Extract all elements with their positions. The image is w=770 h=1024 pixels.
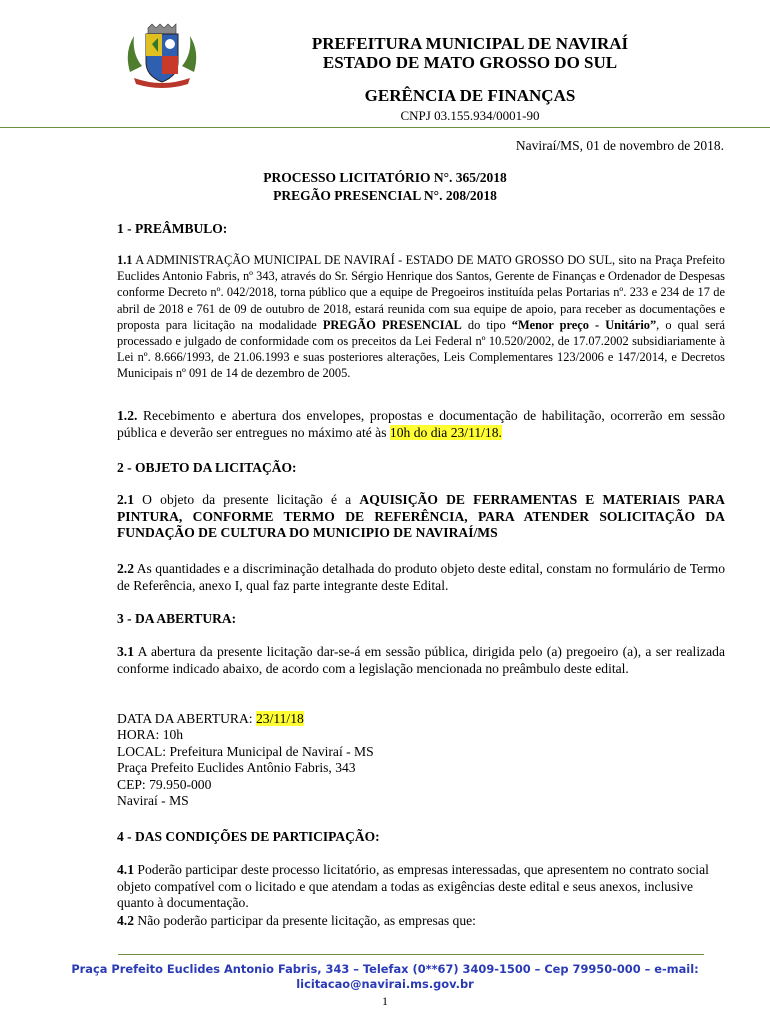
paragraph-text: Não poderão participar da presente licitação, as empresas que: bbox=[134, 913, 476, 928]
paragraph-number: 1.1 bbox=[117, 253, 133, 267]
section-title-2: 2 - OBJETO DA LICITAÇÃO: bbox=[117, 460, 297, 475]
section-title-1: 1 - PREÂMBULO: bbox=[117, 221, 228, 236]
opening-city: Naviraí - MS bbox=[117, 793, 189, 809]
paragraph-bold: AQUISIÇÃO DE FERRAMENTAS E MATERIAIS PARA PINTURA, CONFORME TERMO DE REFERÊNCIA, PARA ATENDER SOLICITAÇÃO DA FUNDAÇÃO DE CULTURA DO MUNICIPIO DE NAVIRAÍ/MS bbox=[117, 492, 725, 541]
footer-divider bbox=[118, 954, 704, 955]
paragraph-bold: PREGÃO PRESENCIAL bbox=[322, 317, 462, 332]
paragraph-2-2 bbox=[117, 561, 725, 594]
paragraph-number: 1.2. bbox=[117, 408, 138, 423]
opening-details bbox=[117, 711, 374, 809]
header-line-3: GERÊNCIA DE FINANÇAS bbox=[364, 86, 576, 105]
paragraph-number: 2.2 bbox=[117, 561, 134, 576]
footer-email[interactable]: licitacao@navirai.ms.gov.br bbox=[296, 977, 474, 991]
page-number: 1 bbox=[382, 994, 388, 1008]
paragraph-text: , o qual será processado e julgado de conformidade com os preceitos da Lei Federal nº 10.520/2002, de 17.07.2002 subsidiariamente à Lei nº. 8.666/1993, de 21.06.1993 e suas posteriores alterações, Leis Complementares 123/2006 e 147/2014, e Decretos Municipais nº 091 de 14 de dezembro de 2005. bbox=[117, 317, 725, 381]
section-title-4: 4 - DAS CONDIÇÕES DE PARTICIPAÇÃO: bbox=[117, 829, 380, 844]
paragraph-number: 2.1 bbox=[117, 492, 134, 507]
opening-cep: CEP: 79.950-000 bbox=[117, 776, 212, 792]
coat-of-arms-icon bbox=[122, 22, 202, 92]
header-line-1: PREFEITURA MUNICIPAL DE NAVIRAÍ bbox=[311, 34, 629, 53]
paragraph-text: A abertura da presente licitação dar-se-á em sessão pública, dirigida pelo (a) pregoeiro (a), a ser realizada conforme indicado abaixo, de acordo com a legislação mencionada no preâmbulo deste edital. bbox=[117, 644, 725, 676]
footer-address bbox=[0, 962, 770, 992]
paragraph-text: As quantidades e a discriminação detalhada do produto objeto deste edital, constam no formulário de Termo de Referência, anexo I, qual faz parte integrante deste Edital. bbox=[117, 561, 725, 593]
process-number: PROCESSO LICITATÓRIO N°. 365/2018 bbox=[263, 170, 507, 185]
opening-date-label: DATA DA ABERTURA: bbox=[117, 711, 256, 726]
paragraph-text: do tipo bbox=[461, 317, 512, 332]
section-title-3: 3 - DA ABERTURA: bbox=[117, 611, 237, 626]
paragraph-2-1 bbox=[117, 492, 725, 542]
paragraph-number: 3.1 bbox=[117, 644, 134, 659]
cnpj: CNPJ 03.155.934/0001-90 bbox=[400, 108, 540, 123]
paragraph-4-1 bbox=[117, 862, 725, 912]
header-line-2: ESTADO DE MATO GROSSO DO SUL bbox=[322, 53, 618, 72]
opening-date bbox=[117, 711, 374, 727]
paragraph-text: Poderão participar deste processo licitatório, as empresas interessadas, que apresentem no contrato social objeto compatível com o licitado e que atendam a todas as exigências deste edital e seus anexos, inclusive quanto à documentação. bbox=[117, 862, 709, 911]
opening-time: HORA: 10h bbox=[117, 727, 184, 743]
paragraph-number: 4.1 bbox=[117, 862, 134, 877]
document-date: Naviraí/MS, 01 de novembro de 2018. bbox=[515, 138, 724, 153]
paragraph-bold: “Menor preço - Unitário” bbox=[511, 317, 657, 332]
opening-place: LOCAL: Prefeitura Municipal de Naviraí - MS bbox=[117, 743, 374, 759]
paragraph-text: A ADMINISTRAÇÃO MUNICIPAL DE NAVIRAÍ - ESTADO DE MATO GROSSO DO SUL, sito na Praça Prefeito Euclides Antonio Fabris, nº 343, através do Sr. Sérgio Henrique dos Santos, Gerente de Finanças e Ordenador de Despesas conforme Decreto nº. 042/2018, torna público que a equipe de Pregoeiros instituída pelas Portarias nº. 233 e 234 de 17 de abril de 2018 e 761 de 09 de outubro de 2018, estará reunida com sua equipe de apoio, para receber as documentações e proposta para licitação na modalidade bbox=[117, 253, 725, 332]
paragraph-number: 4.2 bbox=[117, 913, 134, 928]
paragraph-4-2 bbox=[117, 913, 725, 930]
opening-address: Praça Prefeito Euclides Antônio Fabris, 343 bbox=[117, 760, 356, 776]
header-divider bbox=[0, 127, 770, 128]
paragraph-1-1 bbox=[117, 252, 725, 382]
paragraph-text: O objeto da presente licitação é a bbox=[134, 492, 360, 507]
paragraph-1-2 bbox=[117, 408, 725, 441]
paragraph-text: Recebimento e abertura dos envelopes, propostas e documentação de habilitação, ocorrerão em sessão pública e deverão ser entregues no máximo até às bbox=[117, 408, 725, 440]
paragraph-3-1 bbox=[117, 644, 725, 677]
footer-line-1: Praça Prefeito Euclides Antonio Fabris, 343 – Telefax (0**67) 3409-1500 – Cep 79950-000 – e-mail: bbox=[71, 962, 699, 976]
pregao-number: PREGÃO PRESENCIAL N°. 208/2018 bbox=[273, 188, 497, 203]
highlighted-deadline: 10h do dia 23/11/18. bbox=[389, 424, 502, 440]
opening-date-value: 23/11/18 bbox=[255, 711, 304, 726]
